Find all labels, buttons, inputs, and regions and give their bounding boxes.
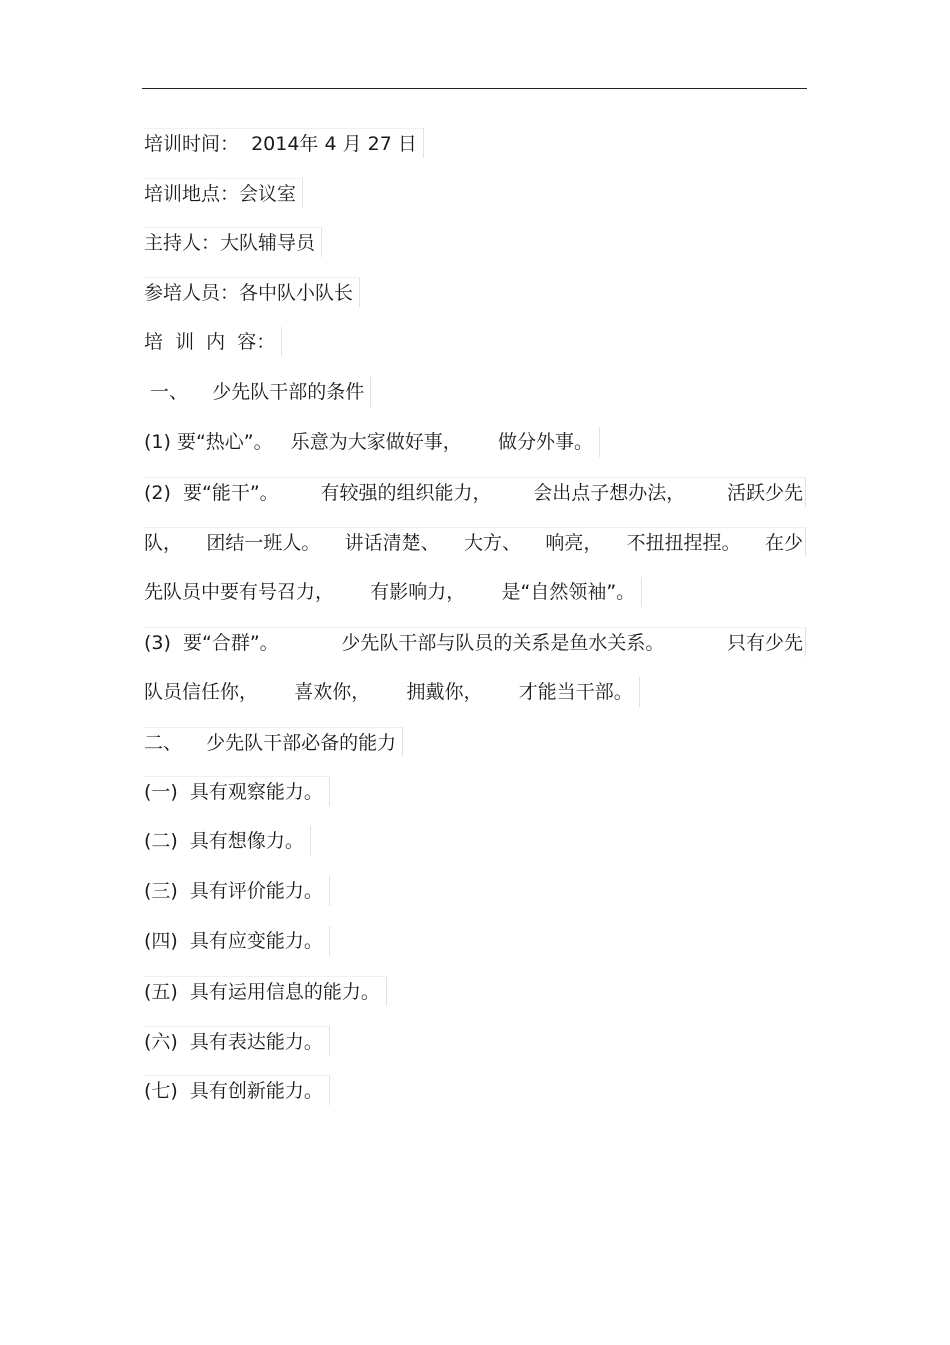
text-segment: 响亮，	[545, 532, 603, 554]
text-segment: (2) 要“能干”。	[144, 482, 279, 504]
section-one-heading: 一、 少先队干部的条件	[144, 377, 371, 407]
text-segment: 活跃少先	[726, 482, 803, 504]
header-rule	[142, 88, 807, 89]
ability-item: (一) 具有观察能力。	[144, 776, 330, 806]
content-label: 培 训 内 容：	[144, 327, 282, 357]
condition-item-2-line-2	[144, 527, 806, 557]
ability-item: (七) 具有创新能力。	[144, 1075, 330, 1105]
section-two-heading: 二、 少先队干部必备的能力	[144, 727, 403, 757]
condition-item-2-line-1	[144, 477, 806, 507]
participants: 参培人员：各中队小队长	[144, 277, 360, 307]
ability-item: (四) 具有应变能力。	[144, 926, 330, 956]
text-segment: 团结一班人。	[206, 532, 321, 554]
training-place: 培训地点：会议室	[144, 178, 303, 208]
text-segment: 少先队干部与队员的关系是鱼水关系。	[341, 632, 665, 654]
ability-item: (三) 具有评价能力。	[144, 876, 330, 906]
training-time: 培训时间： 2014年 4 月 27 日	[144, 128, 424, 158]
condition-item-3-line-2: 队员信任你， 喜欢你， 拥戴你， 才能当干部。	[144, 677, 640, 707]
ability-item: (六) 具有表达能力。	[144, 1026, 330, 1056]
host: 主持人：大队辅导员	[144, 227, 322, 257]
condition-item-1: (1) 要“热心”。 乐意为大家做好事， 做分外事。	[144, 427, 600, 457]
text-segment: 队，	[144, 532, 183, 554]
text-segment: 有较强的组织能力，	[320, 482, 492, 504]
text-segment: 只有少先	[726, 632, 803, 654]
condition-item-2-line-3: 先队员中要有号召力， 有影响力， 是“自然领袖”。	[144, 577, 642, 607]
text-segment: 在少	[764, 532, 803, 554]
text-segment: 大方、	[463, 532, 521, 554]
condition-item-3-line-1	[144, 627, 806, 657]
text-segment: 不扭扭捏捏。	[626, 532, 741, 554]
ability-item: (二) 具有想像力。	[144, 826, 311, 856]
text-segment: (3) 要“合群”。	[144, 632, 279, 654]
text-segment: 讲话清楚、	[344, 532, 440, 554]
text-segment: 会出点子想办法，	[533, 482, 686, 504]
ability-item: (五) 具有运用信息的能力。	[144, 976, 387, 1006]
